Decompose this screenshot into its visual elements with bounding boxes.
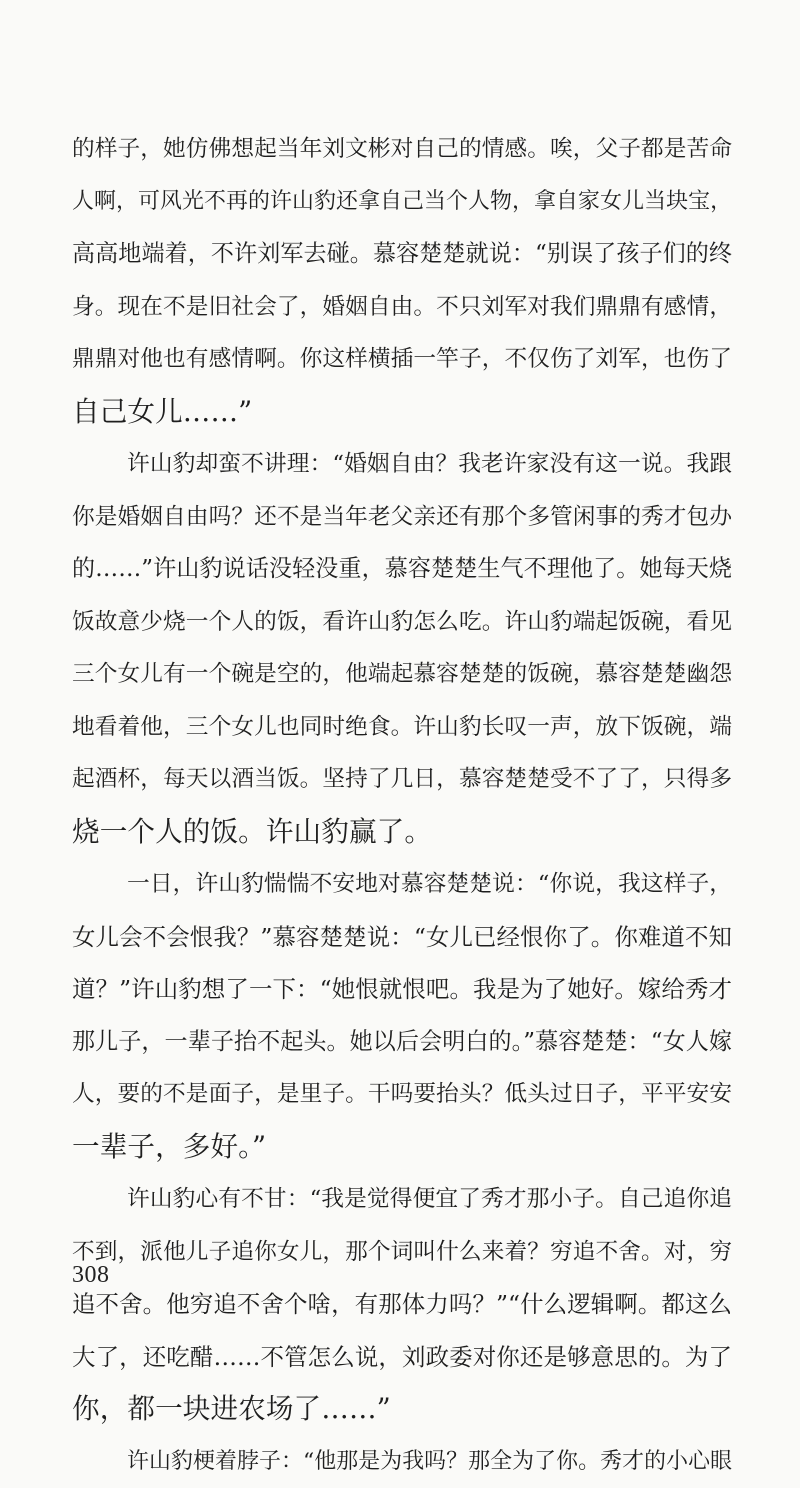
- text-line: 高高地端着，不许刘军去碰。慕容楚楚就说：“别误了孩子们的终: [72, 228, 732, 281]
- text-line: 许山豹心有不甘：“我是觉得便宜了秀才那小子。自己追你追: [72, 1173, 732, 1226]
- text-line: 你，都一块进农场了……”: [72, 1383, 732, 1436]
- text-line: 的……”许山豹说话没轻没重，慕容楚楚生气不理他了。她每天烧: [72, 543, 732, 596]
- text-line: 烧一个人的饭。许山豹赢了。: [72, 806, 732, 859]
- text-line: 三个女儿有一个碗是空的，他端起慕容楚楚的饭碗，慕容楚楚幽怨: [72, 648, 732, 701]
- body-text: [72, 123, 732, 1488]
- text-line: 饭故意少烧一个人的饭，看许山豹怎么吃。许山豹端起饭碗，看见: [72, 596, 732, 649]
- text-line: 那儿子，一辈子抬不起头。她以后会明白的。”慕容楚楚：“女人嫁: [72, 1016, 732, 1069]
- text-line: 自己女儿……”: [72, 386, 732, 439]
- text-line: 地看着他，三个女儿也同时绝食。许山豹长叹一声，放下饭碗，端: [72, 701, 732, 754]
- text-line: 你是婚姻自由吗？还不是当年老父亲还有那个多管闲事的秀才包办: [72, 491, 732, 544]
- text-line: 不到，派他儿子追你女儿，那个词叫什么来着？穷追不舍。对，穷: [72, 1226, 732, 1279]
- text-line: 身。现在不是旧社会了，婚姻自由。不只刘军对我们鼎鼎有感情，: [72, 281, 732, 334]
- text-line: 大了，还吃醋……不管怎么说，刘政委对你还是够意思的。为了: [72, 1331, 732, 1384]
- text-line: 女儿会不会恨我？”慕容楚楚说：“女儿已经恨你了。你难道不知: [72, 911, 732, 964]
- text-line: 许山豹却蛮不讲理：“婚姻自由？我老许家没有这一说。我跟: [72, 438, 732, 491]
- text-line: 一辈子，多好。”: [72, 1121, 732, 1174]
- page-number: 308: [72, 1262, 110, 1289]
- text-line: 一日，许山豹惴惴不安地对慕容楚楚说：“你说，我这样子，: [72, 858, 732, 911]
- text-line: 起酒杯，每天以酒当饭。坚持了几日，慕容楚楚受不了了，只得多: [72, 753, 732, 806]
- text-line: 人，要的不是面子，是里子。干吗要抬头？低头过日子，平平安安: [72, 1068, 732, 1121]
- text-line: 的样子，她仿佛想起当年刘文彬对自己的情感。唉，父子都是苦命: [72, 123, 732, 176]
- text-line: 许山豹梗着脖子：“他那是为我吗？那全为了你。秀才的小心眼: [72, 1436, 732, 1488]
- text-line: 道？”许山豹想了一下：“她恨就恨吧。我是为了她好。嫁给秀才: [72, 963, 732, 1016]
- text-line: 追不舍。他穷追不舍个啥，有那体力吗？”“什么逻辑啊。都这么: [72, 1278, 732, 1331]
- text-line: 鼎鼎对他也有感情啊。你这样横插一竿子，不仅伤了刘军，也伤了: [72, 333, 732, 386]
- text-line: 人啊，可风光不再的许山豹还拿自己当个人物，拿自家女儿当块宝，: [72, 176, 732, 229]
